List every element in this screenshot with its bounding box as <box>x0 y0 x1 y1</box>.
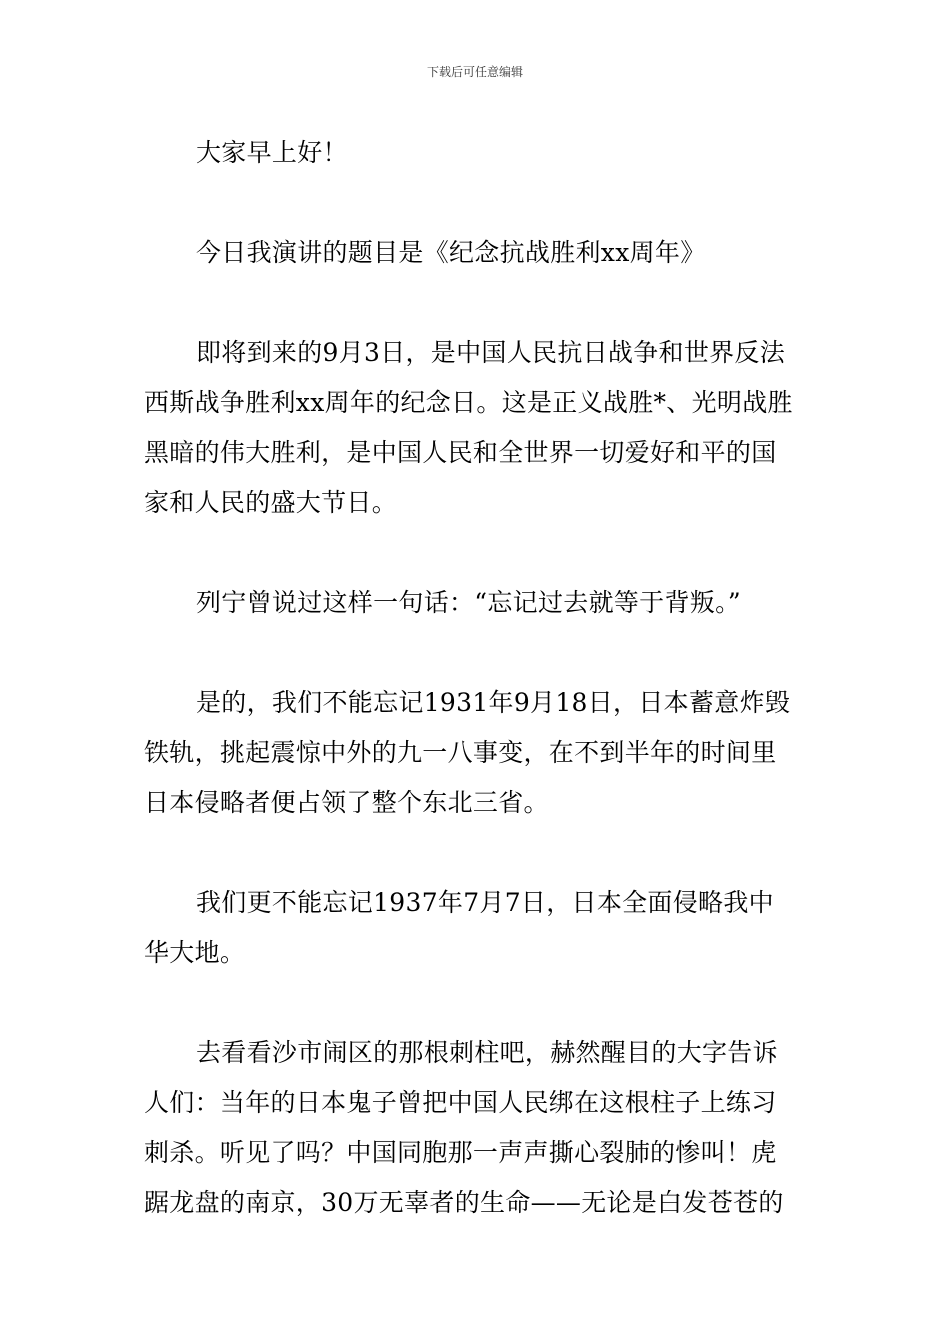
text-line: 铁轨，挑起震惊中外的九一八事变，在不到半年的时间里 <box>144 738 777 767</box>
text-line: 我们更不能忘记1937年7月7日，日本全面侵略我中 <box>196 888 774 917</box>
text-line: 是的，我们不能忘记1931年9月18日，日本蓄意炸毁 <box>196 688 791 717</box>
paragraph-topic <box>144 228 814 278</box>
paragraph-anniversary <box>144 328 814 528</box>
text-line: 西斯战争胜利xx周年的纪念日。这是正义战胜*、光明战胜 <box>144 388 793 417</box>
paragraph-lenin-quote <box>144 578 814 628</box>
document-body <box>144 128 814 1278</box>
text-line: 去看看沙市闹区的那根刺柱吧，赫然醒目的大字告诉 <box>196 1038 778 1067</box>
text-line: 刺杀。听见了吗？中国同胞那一声声撕心裂肺的惨叫！虎 <box>144 1138 777 1167</box>
text-line: 人们：当年的日本鬼子曾把中国人民绑在这根柱子上练习 <box>144 1088 777 1117</box>
paragraph-shashi-pillar <box>144 1028 814 1228</box>
text-line: 日本侵略者便占领了整个东北三省。 <box>144 788 549 817</box>
text-line: 黑暗的伟大胜利，是中国人民和全世界一切爱好和平的国 <box>144 438 777 467</box>
text-line: 踞龙盘的南京，30万无辜者的生命——无论是白发苍苍的 <box>144 1188 784 1217</box>
paragraph-77-incident <box>144 878 814 978</box>
text-line: 今日我演讲的题目是《纪念抗战胜利xx周年》 <box>196 238 706 267</box>
page-header: 下载后可任意编辑 <box>426 65 523 79</box>
text-line: 大家早上好！ <box>196 138 348 167</box>
text-line: 家和人民的盛大节日。 <box>144 488 398 517</box>
paragraph-918-incident <box>144 678 814 828</box>
text-line: 即将到来的9月3日，是中国人民抗日战争和世界反法 <box>196 338 786 367</box>
text-line: 华大地。 <box>144 938 246 967</box>
text-line: 列宁曾说过这样一句话：“忘记过去就等于背叛。” <box>196 588 741 617</box>
paragraph-greeting <box>144 128 814 178</box>
